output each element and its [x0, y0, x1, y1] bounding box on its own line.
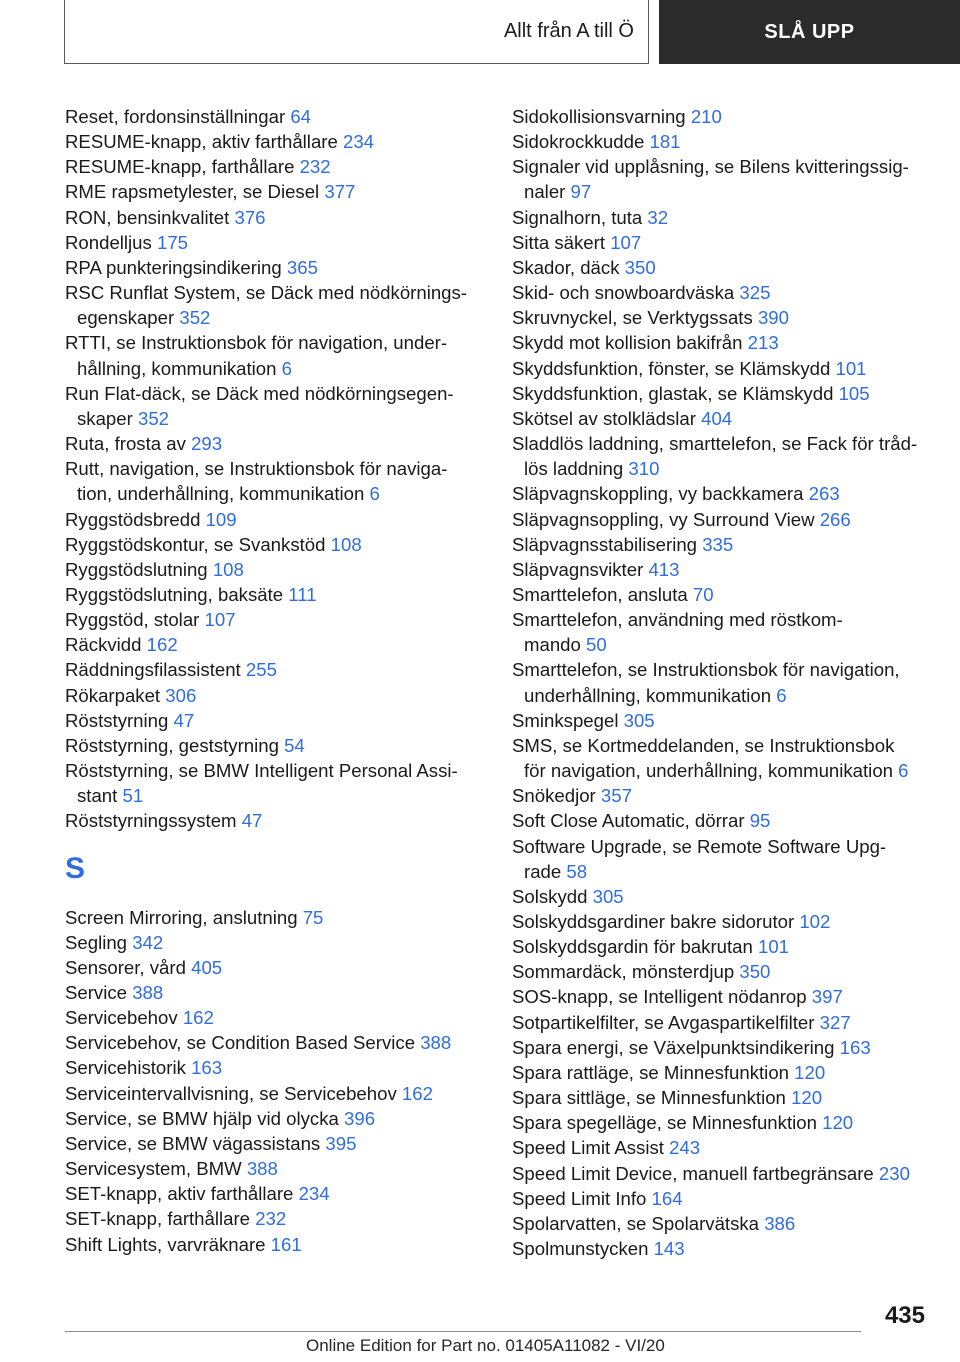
- page-reference-link[interactable]: 105: [838, 382, 870, 404]
- index-entry-text: Spara rattläge, se Minnesfunktion: [512, 1061, 789, 1083]
- index-entry-text: Soft Close Automatic, dörrar: [512, 810, 745, 832]
- index-entry-text: Sladdlös laddning, smarttelefon, se Fack för tråd-: [512, 433, 918, 455]
- index-entry: [65, 758, 485, 808]
- index-entry: [512, 381, 942, 406]
- page-reference-link[interactable]: 6: [898, 760, 909, 782]
- index-entry: [65, 708, 485, 733]
- index-entry-text: Screen Mirroring, anslutning: [65, 906, 298, 928]
- index-entry-text: RON, bensinkvalitet: [65, 206, 230, 228]
- index-entry: [65, 1106, 485, 1131]
- index-entry: [65, 1181, 485, 1206]
- index-entry: [512, 582, 942, 607]
- page-reference-link[interactable]: 404: [701, 407, 733, 429]
- index-entry-text: naler: [524, 181, 566, 203]
- index-entry-text: Släpvagnsvikter: [512, 558, 644, 580]
- page-reference-link[interactable]: 50: [586, 634, 607, 656]
- page-reference-link[interactable]: 54: [284, 734, 305, 756]
- index-entry-text: Service: [65, 982, 128, 1003]
- page-reference-link[interactable]: 230: [878, 1162, 910, 1184]
- index-entry: [65, 381, 485, 431]
- page-reference-link[interactable]: 111: [288, 583, 317, 605]
- index-entry: [65, 1232, 485, 1257]
- index-entry-text: RTTI, se Instruktionsbok för navigation, under-: [65, 332, 448, 354]
- page-reference-link[interactable]: 388: [420, 1032, 452, 1054]
- index-entry-text: mando: [524, 634, 581, 656]
- page-reference-link[interactable]: 413: [648, 558, 680, 580]
- index-entry-text: Servicehistorik: [65, 1057, 186, 1079]
- index-entry-text: Smarttelefon, se Instruktionsbok för navigation,: [512, 659, 900, 681]
- index-entry: [512, 356, 942, 381]
- index-entry: [512, 1060, 942, 1085]
- index-entry-text: Skid- och snowboardväska: [512, 282, 735, 304]
- index-entry-text: Röststyrning, geststyrning: [65, 734, 279, 756]
- lookup-tab[interactable]: SLÅ UPP: [659, 0, 960, 64]
- index-entry-text: Spara spegelläge, se Minnesfunktion: [512, 1112, 817, 1134]
- index-entry: [512, 1236, 942, 1261]
- page-reference-link[interactable]: 376: [234, 206, 266, 228]
- index-entry-text: Segling: [65, 931, 128, 953]
- index-entry-text: underhållning, kommunikation: [524, 684, 772, 706]
- index-entry: [65, 280, 485, 330]
- index-entry-text: Signalhorn, tuta: [512, 206, 643, 228]
- index-entry: [512, 657, 942, 707]
- index-entry-text: Snökedjor: [512, 785, 596, 807]
- index-entry: [512, 834, 942, 884]
- index-entry-text: Släpvagnsoppling, vy Surround View: [512, 508, 815, 530]
- index-entry: [65, 905, 485, 930]
- page-reference-link[interactable]: 388: [132, 982, 164, 1003]
- page-reference-link[interactable]: 234: [343, 131, 375, 153]
- index-entry: [65, 607, 485, 632]
- index-entry-text: tion, underhållning, kommunikation: [77, 483, 365, 505]
- page-reference-link[interactable]: 306: [165, 684, 197, 706]
- index-group-s: [65, 905, 485, 1257]
- index-entry: [65, 557, 485, 582]
- page-reference-link[interactable]: 305: [592, 885, 624, 907]
- index-entry-text: Sitta säkert: [512, 231, 606, 253]
- index-entry-text: hållning, kommunikation: [77, 357, 277, 379]
- index-group-r: [65, 104, 485, 834]
- index-entry-text: Räckvidd: [65, 634, 142, 656]
- index-entry: [512, 934, 942, 959]
- page-reference-link[interactable]: 395: [325, 1132, 357, 1154]
- index-entry: [65, 1131, 485, 1156]
- index-entry: [65, 1156, 485, 1181]
- index-entry: [512, 104, 942, 129]
- page-reference-link[interactable]: 107: [610, 231, 642, 253]
- page-reference-link[interactable]: 350: [624, 256, 656, 278]
- index-entry: [512, 959, 942, 984]
- index-entry-text: Speed Limit Assist: [512, 1137, 664, 1159]
- index-entry-text: Skyddsfunktion, fönster, se Klämskydd: [512, 357, 831, 379]
- index-entry: [512, 1035, 942, 1060]
- page-reference-link[interactable]: 325: [739, 282, 771, 304]
- index-entry-text: SOS-knapp, se Intelligent nödanrop: [512, 986, 807, 1008]
- index-entry-text: Ryggstöd, stolar: [65, 609, 200, 631]
- index-entry-text: Sidokollisionsvarning: [512, 106, 686, 127]
- index-entry: [65, 230, 485, 255]
- page-reference-link[interactable]: 232: [255, 1208, 287, 1230]
- page-reference-link[interactable]: 64: [290, 106, 312, 127]
- page-reference-link[interactable]: 175: [157, 231, 189, 253]
- page-reference-link[interactable]: 335: [702, 533, 734, 555]
- index-entry: [512, 909, 942, 934]
- index-entry: [65, 808, 485, 833]
- page-reference-link[interactable]: 390: [757, 307, 789, 329]
- index-entry-text: skaper: [77, 407, 133, 429]
- index-entry: [512, 984, 942, 1009]
- index-entry: [512, 1085, 942, 1110]
- index-entry: [65, 683, 485, 708]
- page-reference-link[interactable]: 108: [330, 533, 362, 555]
- page-reference-link[interactable]: 120: [791, 1087, 823, 1109]
- index-entry-text: Speed Limit Device, manuell fartbegränsare: [512, 1162, 874, 1184]
- index-entry-text: RESUME-knapp, aktiv farthållare: [65, 131, 338, 153]
- page-reference-link[interactable]: 405: [191, 956, 223, 978]
- index-entry-text: Räddningsfilassistent: [65, 659, 241, 681]
- index-entry-text: Röststyrningssystem: [65, 810, 237, 832]
- index-entry: [65, 205, 485, 230]
- page-reference-link[interactable]: 255: [245, 659, 277, 681]
- index-entry-text: Sensorer, vård: [65, 956, 186, 978]
- index-entry: [65, 582, 485, 607]
- index-entry-text: Ryggstödskontur, se Svankstöd: [65, 533, 326, 555]
- index-entry: [512, 330, 942, 355]
- page-reference-link[interactable]: 365: [286, 256, 318, 278]
- index-entry: [65, 1030, 485, 1055]
- index-entry: [65, 330, 485, 380]
- page-reference-link[interactable]: 47: [173, 709, 195, 731]
- index-entry: [512, 431, 942, 481]
- page-reference-link[interactable]: 32: [647, 206, 669, 228]
- page-reference-link[interactable]: 120: [822, 1112, 854, 1134]
- index-entry-text: Sminkspegel: [512, 709, 619, 731]
- index-entry: [512, 1110, 942, 1135]
- index-entry: [512, 557, 942, 582]
- page-reference-link[interactable]: 396: [344, 1107, 376, 1129]
- index-entry-text: Servicebehov: [65, 1007, 178, 1029]
- index-entry: [65, 955, 485, 980]
- index-entry-text: Spolarvatten, se Spolarvätska: [512, 1212, 760, 1234]
- index-entry-text: Skyddsfunktion, glastak, se Klämskydd: [512, 382, 834, 404]
- index-entry-text: Sidokrockkudde: [512, 131, 645, 153]
- index-entry: [65, 733, 485, 758]
- index-entry: [512, 607, 942, 657]
- page-reference-link[interactable]: 161: [270, 1233, 302, 1255]
- index-entry-text: Solskyddsgardin för bakrutan: [512, 936, 753, 958]
- page-reference-link[interactable]: 109: [205, 508, 237, 530]
- index-entry-text: Run Flat-däck, se Däck med nödkörningsegen-: [65, 382, 454, 404]
- page-reference-link[interactable]: 357: [600, 785, 632, 807]
- index-entry-text: Serviceintervallvisning, se Servicebehov: [65, 1082, 397, 1104]
- index-entry-text: Servicesystem, BMW: [65, 1158, 242, 1180]
- index-entry-text: Solskyddsgardiner bakre sidorutor: [512, 911, 795, 932]
- index-entry-text: Ruta, frosta av: [65, 433, 186, 455]
- page-reference-link[interactable]: 6: [281, 357, 292, 379]
- index-entry: [512, 1211, 942, 1236]
- page-reference-link[interactable]: 310: [628, 458, 660, 480]
- index-entry-text: Shift Lights, varvräknare: [65, 1233, 266, 1255]
- index-entry-text: Släpvagnskoppling, vy backkamera: [512, 483, 804, 505]
- page-reference-link[interactable]: 386: [764, 1212, 796, 1234]
- a-to-o-tab[interactable]: Allt från A till Ö: [64, 0, 649, 64]
- page-reference-link[interactable]: 75: [302, 906, 324, 928]
- index-entry-text: Speed Limit Info: [512, 1187, 647, 1209]
- index-entry-text: egenskaper: [77, 307, 175, 329]
- index-entry-text: Reset, fordonsinställningar: [65, 106, 286, 127]
- index-entry-text: RSC Runflat System, se Däck med nödkörnings-: [65, 282, 467, 304]
- index-entry-text: för navigation, underhållning, kommunikation: [524, 760, 893, 782]
- page-reference-link[interactable]: 102: [799, 911, 831, 932]
- index-entry-text: Skador, däck: [512, 256, 620, 278]
- page-reference-link[interactable]: 97: [570, 181, 592, 203]
- index-entry: [65, 154, 485, 179]
- index-entry: [512, 733, 942, 783]
- page-reference-link[interactable]: 47: [241, 810, 263, 832]
- page-number: 435: [884, 1302, 925, 1329]
- page-reference-link[interactable]: 51: [122, 785, 144, 807]
- index-entry-text: Spara sittläge, se Minnesfunktion: [512, 1087, 786, 1109]
- page-reference-link[interactable]: 350: [739, 961, 771, 983]
- index-group-s-continued: [512, 104, 942, 1261]
- index-entry-text: Solskydd: [512, 885, 588, 907]
- index-entry-text: Släpvagnsstabilisering: [512, 533, 698, 555]
- index-entry: [512, 305, 942, 330]
- page-reference-link[interactable]: 266: [819, 508, 851, 530]
- index-entry: [512, 808, 942, 833]
- index-entry: [65, 255, 485, 280]
- index-column-left: [65, 104, 485, 1257]
- index-entry-text: Skydd mot kollision bakifrån: [512, 332, 743, 354]
- index-entry-text: Service, se BMW hjälp vid olycka: [65, 1107, 339, 1129]
- index-entry-text: Rutt, navigation, se Instruktionsbok för naviga-: [65, 458, 448, 480]
- index-entry: [512, 1135, 942, 1160]
- index-entry: [512, 708, 942, 733]
- index-entry: [65, 129, 485, 154]
- page-reference-link[interactable]: 232: [299, 156, 331, 178]
- page-reference-link[interactable]: 164: [651, 1187, 683, 1209]
- index-entry: [65, 1081, 485, 1106]
- index-entry: [512, 154, 942, 204]
- index-entry-text: Smarttelefon, ansluta: [512, 583, 688, 605]
- index-entry: [65, 1055, 485, 1080]
- index-entry-text: Skruvnyckel, se Verktygssats: [512, 307, 753, 329]
- page-reference-link[interactable]: 143: [653, 1238, 685, 1260]
- top-navigation: [64, 0, 960, 64]
- index-entry-text: Röststyrning, se BMW Intelligent Personal Assi-: [65, 760, 458, 782]
- index-entry-text: Smarttelefon, användning med röstkom-: [512, 609, 843, 631]
- index-entry-text: Rökarpaket: [65, 684, 161, 706]
- index-entry-text: Spolmunstycken: [512, 1238, 649, 1260]
- index-entry: [65, 431, 485, 456]
- index-entry-text: Röststyrning: [65, 709, 169, 731]
- index-entry-text: RPA punkteringsindikering: [65, 256, 282, 278]
- index-entry-text: Service, se BMW vägassistans: [65, 1132, 321, 1154]
- index-entry: [65, 657, 485, 682]
- page-reference-link[interactable]: 120: [794, 1061, 826, 1083]
- index-entry-text: Ryggstödslutning, baksäte: [65, 583, 284, 605]
- index-entry-text: RME rapsmetylester, se Diesel: [65, 181, 320, 203]
- index-column-right: [512, 104, 942, 1261]
- page-reference-link[interactable]: 213: [747, 332, 779, 354]
- index-entry: [65, 456, 485, 506]
- index-entry-text: SMS, se Kortmeddelanden, se Instruktionsbok: [512, 734, 895, 756]
- index-entry-text: Rondelljus: [65, 231, 152, 253]
- page-reference-link[interactable]: 101: [758, 936, 790, 958]
- index-entry: [512, 532, 942, 557]
- index-entry: [65, 507, 485, 532]
- page-reference-link[interactable]: 397: [811, 986, 843, 1008]
- index-entry: [512, 1186, 942, 1211]
- page-reference-link[interactable]: 58: [566, 860, 588, 882]
- page-reference-link[interactable]: 327: [819, 1011, 851, 1033]
- page-reference-link[interactable]: 70: [692, 583, 714, 605]
- index-entry-text: stant: [77, 785, 118, 807]
- page-reference-link[interactable]: 210: [690, 106, 722, 127]
- page-reference-link[interactable]: 305: [623, 709, 655, 731]
- index-entry-text: Software Upgrade, se Remote Software Upg-: [512, 835, 887, 857]
- footer-edition-text: Online Edition for Part no. 01405A11082 - VI/20: [306, 1336, 665, 1355]
- index-entry-text: Ryggstödsbredd: [65, 508, 201, 530]
- page-reference-link[interactable]: 162: [182, 1007, 214, 1029]
- page-reference-link[interactable]: 352: [137, 407, 170, 429]
- page-reference-link[interactable]: 108: [212, 558, 244, 580]
- page-reference-link[interactable]: 388: [246, 1158, 278, 1180]
- index-entry: [512, 1010, 942, 1035]
- index-entry: [65, 532, 485, 557]
- index-entry-text: RESUME-knapp, farthållare: [65, 156, 295, 178]
- page-reference-link[interactable]: 243: [669, 1137, 701, 1159]
- index-entry-text: Sommardäck, mönsterdjup: [512, 961, 735, 983]
- page-reference-link[interactable]: 181: [649, 131, 681, 153]
- index-entry-text: Spara energi, se Växelpunktsindikering: [512, 1036, 835, 1058]
- index-entry: [512, 884, 942, 909]
- index-entry: [512, 280, 942, 305]
- index-entry-text: SET-knapp, aktiv farthållare: [65, 1183, 294, 1205]
- index-entry-text: Servicebehov, se Condition Based Service: [65, 1032, 416, 1054]
- index-entry-text: lös laddning: [524, 458, 624, 480]
- page-reference-link[interactable]: 95: [749, 810, 771, 832]
- index-entry-text: Sotpartikelfilter, se Avgaspartikelfilter: [512, 1011, 815, 1033]
- page-reference-link[interactable]: 342: [132, 931, 164, 953]
- page-reference-link[interactable]: 163: [839, 1036, 871, 1058]
- index-entry: [65, 179, 485, 204]
- page-reference-link[interactable]: 162: [146, 634, 178, 656]
- page-reference-link[interactable]: 293: [191, 433, 223, 455]
- page-reference-link[interactable]: 107: [204, 609, 236, 631]
- index-entry: [512, 129, 942, 154]
- index-entry: [65, 104, 485, 129]
- page-reference-link[interactable]: 234: [298, 1183, 330, 1205]
- index-entry: [512, 481, 942, 506]
- footer-divider: [65, 1331, 861, 1332]
- index-entry-text: Ryggstödslutning: [65, 558, 208, 580]
- page-reference-link[interactable]: 6: [776, 684, 787, 706]
- index-entry-text: Skötsel av stolklädslar: [512, 407, 696, 429]
- section-letter: S: [65, 851, 86, 885]
- page-reference-link[interactable]: 377: [324, 181, 356, 203]
- index-entry: [512, 406, 942, 431]
- index-entry: [512, 507, 942, 532]
- index-entry: [65, 632, 485, 657]
- index-entry-text: SET-knapp, farthållare: [65, 1208, 251, 1230]
- page-reference-link[interactable]: 162: [401, 1082, 433, 1104]
- page-reference-link[interactable]: 352: [179, 307, 211, 329]
- page-reference-link[interactable]: 6: [369, 483, 380, 505]
- index-entry-text: rade: [524, 860, 562, 882]
- page-reference-link[interactable]: 101: [835, 357, 867, 379]
- index-entry: [65, 980, 485, 1005]
- index-entry: [65, 1206, 485, 1231]
- index-entry: [512, 205, 942, 230]
- index-entry: [512, 255, 942, 280]
- page-reference-link[interactable]: 163: [191, 1057, 223, 1079]
- index-entry: [512, 230, 942, 255]
- index-entry: [65, 930, 485, 955]
- index-entry: [512, 783, 942, 808]
- page-reference-link[interactable]: 263: [808, 483, 840, 505]
- index-entry: [512, 1161, 942, 1186]
- index-entry-text: Signaler vid upplåsning, se Bilens kvitteringssig-: [512, 156, 909, 178]
- index-entry: [65, 1005, 485, 1030]
